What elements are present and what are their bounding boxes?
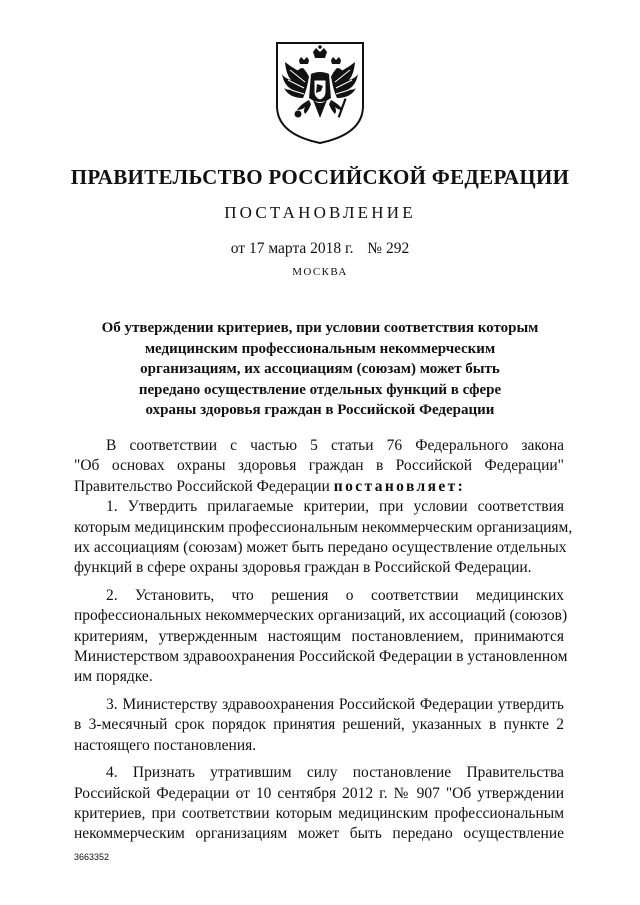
subject-line: Об утверждении критериев, при условии соответствия которым [101,320,539,336]
government-title: ПРАВИТЕЛЬСТВО РОССИЙСКОЙ ФЕДЕРАЦИИ [70,165,570,189]
body-line: 1. Утвердить прилагаемые критерии, при условии соответствия [106,498,564,516]
body-line: 3. Министерству здравоохранения Российской Федерации утвердить [106,695,564,713]
body-line: 4. Признать утратившим силу постановление Правительства [106,764,564,782]
subject-line: передано осуществление отдельных функций в сфере [138,381,502,398]
document-body [74,436,573,845]
decree-word: постановляет: [333,477,466,495]
body-line: в 3-месячный срок порядок принятия решений, указанных в пункте 2 [74,716,564,734]
body-line: "Об основах охраны здоровья граждан в Российской Федерации" [74,457,564,475]
body-line: функций в сфере охраны здоровья граждан в Российской Федерации. [74,559,532,577]
body-line: профессиональных некоммерческих организаций, их ассоциаций (союзов) [74,607,568,625]
body-line [74,477,564,497]
document-number: 292 [385,240,410,257]
government-subject: Правительство Российской Федерации [74,477,330,495]
document-date-line [0,240,640,258]
subject-line: организациям, их ассоциациям (союзам) может быть [140,361,500,377]
body-line: их ассоциациям (союзам) может быть передано осуществление отдельных [74,539,567,557]
body-line: Российской Федерации от 10 сентября 2012 г. № 907 "Об утверждении [74,784,564,802]
body-line: 2. Установить, что решения о соответствии медицинских [106,586,564,604]
body-line: настоящего постановления. [74,736,257,754]
body-line: Министерством здравоохранения Российской Федерации в установленном [74,648,568,666]
number-sign: № [367,240,383,257]
document-type: ПОСТАНОВЛЕНИЕ [224,203,416,222]
city-name: МОСКВА [292,266,348,278]
document-registry-number: 3663352 [74,852,110,862]
document-subject [60,318,580,421]
body-line: некоммерческим организациям может быть передано осуществление [74,825,564,843]
body-line: критериев, при соответствии которым медицинским профессиональным [74,804,564,822]
body-line: В соответствии с частью 5 статьи 76 Федерального закона [106,437,564,454]
subject-line: охраны здоровья граждан в Российской Федерации [145,402,495,418]
body-line: критериям, утвержденным настоящим постановлением, принимаются [74,627,564,645]
subject-line: медицинским профессиональным некоммерческим [144,340,496,357]
body-line: которым медицинским профессиональным некоммерческим организациям, [74,518,573,536]
body-line: им порядке. [74,668,153,686]
document-date: от 17 марта 2018 г. [230,240,354,257]
coat-of-arms-emblem-icon [273,40,367,146]
